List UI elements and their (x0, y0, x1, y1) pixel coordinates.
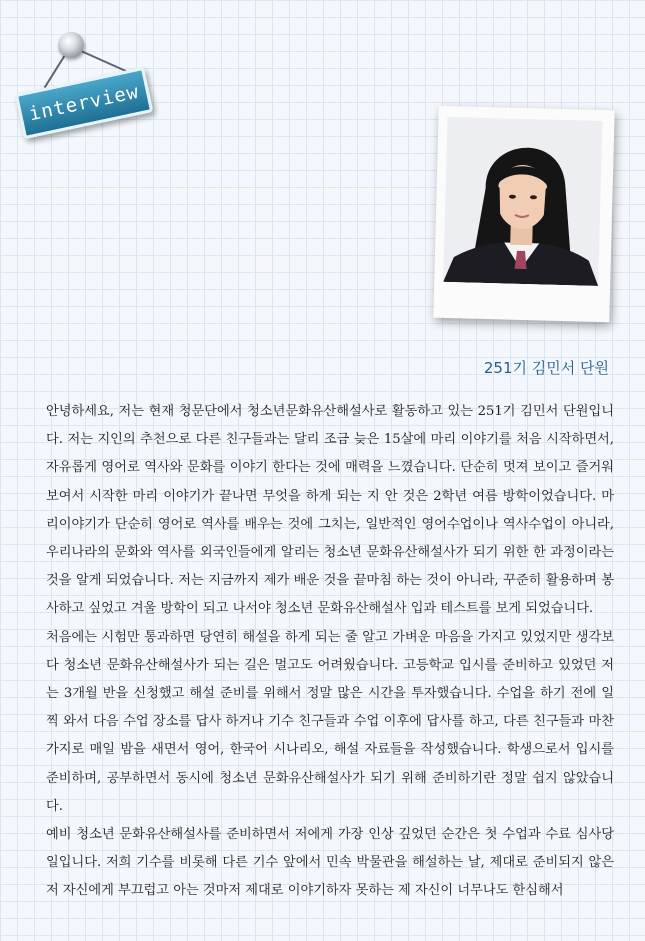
portrait-photo (443, 117, 602, 286)
polaroid-frame (433, 106, 614, 323)
interview-sign (10, 28, 160, 148)
interview-tag (15, 67, 154, 139)
paragraph-2: 처음에는 시험만 통과하면 당연히 해설을 하게 되는 줄 알고 가벼운 마음을 가지고 있었지만 생각보다 청소년 문화유산해설사가 되는 길은 멀고도 어려웠습니다. 고등학교 입시를 준비하고 있었던 저는 3개월 반을 신청했고 해설 준비를 위해서 정말 많은 시간을 투자했습니다. 수업을 하기 전에 일찍 와서 다음 수업 장소를 답사 하거나 기수 친구들과 수업 이후에 답사를 하고, 다른 친구들과 마찬가지로 매일 밤을 새면서 영어, 한국어 시나리오, 해설 자료들을 작성했습니다. 학생으로서 입시를 준비하며, 공부하면서 동시에 청소년 문화유산해설사가 되기 위해 준비하기란 정말 쉽지 않았습니다. (46, 629, 614, 814)
interview-body (46, 398, 614, 906)
paragraph-3: 예비 청소년 문화유산해설사를 준비하면서 저에게 가장 인상 깊었던 순간은 첫 수업과 수료 심사당일입니다. 저희 기수를 비롯해 다른 기수 앞에서 민속 박물관을 해설하는 날, 제대로 준비되지 않은 저 자신에게 부끄럽고 아는 것마저 제대로 이야기하자 못하는 제 자신이 너무나도 한심해서 (46, 827, 614, 899)
interview-label: interview (26, 80, 142, 126)
paragraph-1: 안녕하세요, 저는 현재 청문단에서 청소년문화유산해설사로 활동하고 있는 251기 김민서 단원입니다. 저는 지인의 추천으로 다른 친구들과는 달리 조금 늦은 15살에 마리 이야기를 처음 시작하면서, 자유롭게 영어로 역사와 문화를 이야기 한다는 것에 매력을 느꼈습니다. 단순히 멋져 보이고 즐거워 보여서 시작한 마리 이야기가 끝나면 무엇을 하게 되는 지 안 것은 2학년 여름 방학이었습니다. 마리이야기가 단순히 영어로 역사를 배우는 것에 그치는, 일반적인 영어수업이나 역사수업이 아니라, 우리나라의 문화와 역사를 외국인들에게 알리는 청소년 문화유산해설사가 되기 위한 한 과정이라는 것을 알게 되었습니다. 저는 지금까지 제가 배운 것을 끝마침 하는 것이 아니라, 꾸준히 활용하며 봉사하고 싶었고 겨울 방학이 되고 나서야 청소년 문화유산해설사 입과 테스트를 보게 되었습니다. (46, 404, 614, 617)
member-caption: 251기 김민서 단원 (483, 359, 609, 377)
pin-icon (58, 32, 84, 58)
